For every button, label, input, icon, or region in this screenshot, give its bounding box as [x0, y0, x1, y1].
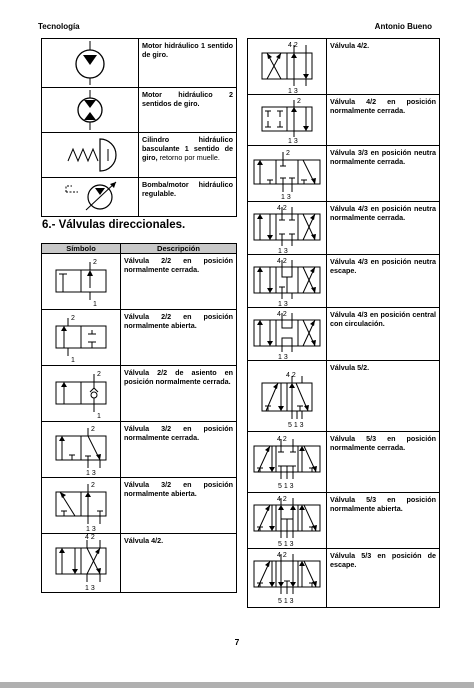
valve-53-exhaust-symbol — [248, 549, 327, 608]
port-13-label: 1 3 — [288, 138, 298, 145]
motor-1-direction-desc: Motor hidráulico 1 sentido de giro. — [139, 39, 237, 88]
valve-43-circulation-desc: Válvula 4/3 en posición central con circulación. — [327, 308, 440, 361]
valve-43-exhaust-symbol — [248, 255, 327, 308]
port-2-label: 2 — [91, 482, 95, 489]
port-42-label: 4 2 — [277, 258, 287, 265]
col-symbol: Símbolo — [42, 244, 121, 254]
port-1-label: 1 — [71, 357, 75, 364]
page-number: 7 — [234, 637, 240, 647]
valve-22-seat-desc: Válvula 2/2 de asiento en posición normalmente cerrada. — [121, 366, 237, 422]
port-1-label: 1 — [97, 413, 101, 420]
valve-53-no-desc: Válvula 5/3 en posición normalmente abierta. — [327, 493, 440, 549]
valve-22-nc-symbol — [42, 254, 121, 310]
oscillating-cylinder-symbol — [42, 133, 139, 178]
valve-32-no-symbol — [42, 478, 121, 534]
footer-bar — [0, 682, 474, 688]
header-right: Antonio Bueno — [374, 22, 432, 31]
valve-33-desc: Válvula 3/3 en posición neutra normalmente cerrada. — [327, 146, 440, 202]
valve-42-nc-symbol — [248, 95, 327, 146]
port-1-label: 1 — [93, 301, 97, 308]
port-2-label: 2 — [91, 426, 95, 433]
port-513-label: 5 1 3 — [278, 541, 294, 548]
valve-42-symbol — [42, 534, 121, 593]
valve-32-nc-symbol — [42, 422, 121, 478]
valve-43-exhaust-desc: Válvula 4/3 en posición neutra escape. — [327, 255, 440, 308]
port-42-label: 4 2 — [288, 42, 298, 49]
hydraulic-motors-table — [41, 38, 237, 217]
valve-42-nc-desc: Válvula 4/2 en posición normalmente cerrada. — [327, 95, 440, 146]
directional-valves-right-table — [247, 38, 440, 608]
port-42-label: 4 2 — [286, 372, 296, 379]
valve-43-circulation-symbol — [248, 308, 327, 361]
port-513-label: 5 1 3 — [278, 598, 294, 605]
port-2-label: 2 — [71, 315, 75, 322]
port-13-label: 1 3 — [278, 354, 288, 360]
port-13-label: 1 3 — [278, 248, 288, 254]
valve-43-nc-desc: Válvula 4/3 en posición neutra normalmente cerrada. — [327, 202, 440, 255]
valve-22-no-symbol — [42, 310, 121, 366]
port-2-label: 2 — [286, 150, 290, 157]
port-2-label: 2 — [297, 98, 301, 105]
motor-2-direction-symbol — [42, 88, 139, 133]
port-42-label: 4 2 — [277, 496, 287, 503]
valve-32-no-desc: Válvula 3/2 en posición normalmente abierta. — [121, 478, 237, 534]
col-description: Descripción — [121, 244, 237, 254]
port-13-label: 1 3 — [288, 88, 298, 94]
valve-22-seat-symbol — [42, 366, 121, 422]
port-42-label: 4 2 — [277, 205, 287, 212]
valve-53-exhaust-desc: Válvula 5/3 en posición de escape. — [327, 549, 440, 608]
valve-52-symbol — [248, 361, 327, 432]
valve-42-r-desc: Válvula 4/2. — [327, 39, 440, 95]
valve-22-no-desc: Válvula 2/2 en posición normalmente abierta. — [121, 310, 237, 366]
section-title: 6.- Válvulas direccionales. — [42, 219, 186, 231]
port-42-label: 4 2 — [85, 534, 95, 541]
valve-22-nc-desc: Válvula 2/2 en posición normalmente cerrada. — [121, 254, 237, 310]
port-42-label: 4 2 — [277, 311, 287, 318]
port-13-label: 1 3 — [85, 585, 95, 592]
port-2-label: 2 — [93, 259, 97, 266]
port-513-label: 5 1 3 — [288, 422, 304, 429]
header-left: Tecnología — [38, 22, 80, 31]
variable-pump-motor-desc: Bomba/motor hidráulico regulable. — [139, 178, 237, 217]
port-42-label: 4 2 — [277, 436, 287, 443]
motor-2-direction-desc: Motor hidráulico 2 sentidos de giro. — [139, 88, 237, 133]
valve-42-desc: Válvula 4/2. — [121, 534, 237, 593]
directional-valves-left-table — [41, 243, 237, 593]
valve-43-nc-symbol — [248, 202, 327, 255]
variable-pump-motor-symbol — [42, 178, 139, 217]
oscillating-cylinder-desc: Cilindro hidráulico basculante 1 sentido de giro, retorno por muelle. — [139, 133, 237, 178]
port-513-label: 5 1 3 — [278, 483, 294, 490]
port-42-label: 4 2 — [277, 552, 287, 559]
port-13-label: 1 3 — [278, 301, 288, 307]
valve-33-symbol — [248, 146, 327, 202]
motor-1-direction-symbol — [42, 39, 139, 88]
valve-53-nc-desc: Válvula 5/3 en posición normalmente cerrada. — [327, 432, 440, 493]
valve-53-no-symbol — [248, 493, 327, 549]
valve-42-r-symbol — [248, 39, 327, 95]
port-13-label: 1 3 — [86, 470, 96, 477]
valve-53-nc-symbol — [248, 432, 327, 493]
port-13-label: 1 3 — [86, 526, 96, 533]
valve-32-nc-desc: Válvula 3/2 en posición normalmente cerrada. — [121, 422, 237, 478]
port-2-label: 2 — [97, 371, 101, 378]
valve-52-desc: Válvula 5/2. — [327, 361, 440, 432]
port-13-label: 1 3 — [281, 194, 291, 201]
